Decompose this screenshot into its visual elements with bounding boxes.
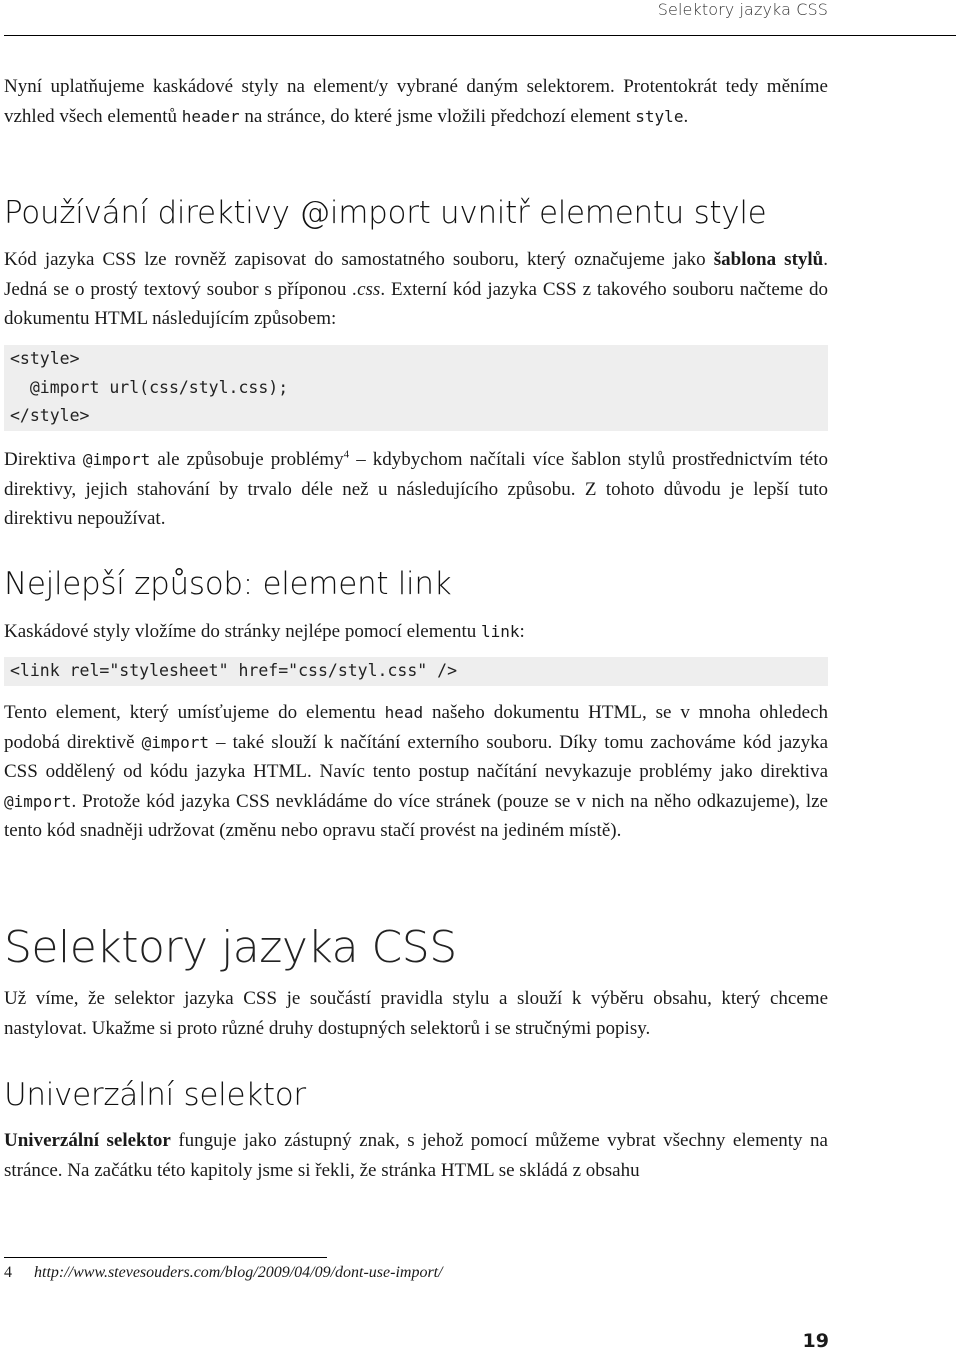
inline-code-import: @import xyxy=(141,732,209,752)
footnote-number: 4 xyxy=(4,1264,12,1281)
section-heading-link: Nejlepší způsob: element link xyxy=(4,566,452,602)
term-univerzalni-selektor: Univerzální selektor xyxy=(4,1130,171,1151)
css-extension: .css xyxy=(352,278,381,300)
inline-code-style: style xyxy=(635,106,684,126)
code-line: <link rel="stylesheet" href="css/styl.css" /> xyxy=(10,661,458,680)
paragraph-chapter-intro: Už víme, že selektor jazyka CSS je součástí pravidla stylu a slouží k výběru obsahu, který chceme nastylovat. Ukažme si proto různé druhy dostupných selektorů i se stručnými popisy. xyxy=(4,988,828,1039)
inline-code-header: header xyxy=(181,106,240,126)
paragraph-link-details: Tento element, který umísťujeme do elementu head našeho dokumentu HTML, se v mnoha ohledech podobá direktivě @import – také slouží k načítání externího souboru. Díky tomu zachováme kód jazyka CSS oddělený od kódu jazyka HTML. Navíc tento postup načítání nevykazuje problémy jako direktiva @import. Protože kód jazyka CSS nevkládáme do více stránek (pouze se v nich na něho odkazujeme), lze tento kód snadněji udržovat (změnu nebo opravu stačí provést na jediném místě). xyxy=(4,702,829,841)
footnote-url: http://www.stevesouders.com/blog/2009/04/09/dont-use-import/ xyxy=(34,1264,443,1281)
footnote xyxy=(4,1264,443,1282)
code-line: @import url(css/styl.css); xyxy=(10,377,289,397)
page-number: 19 xyxy=(802,1330,829,1352)
paragraph-intro: Nyní uplatňujeme kaskádové styly na element/y vybrané daným selektorem. Protentokrát tedy měníme vzhled všech elementů header na stránce, do které jsme vložili předchozí element style. xyxy=(4,76,828,127)
footnote-rule xyxy=(4,1257,327,1258)
footnote-ref: 4 xyxy=(343,448,350,461)
section-heading-import: Používání direktivy @import uvnitř elementu style xyxy=(4,195,767,231)
paragraph-import-intro: Kód jazyka CSS lze rovněž zapisovat do samostatného souboru, který označujeme jako šablona stylů. Jedná se o prostý textový soubor s příponou .css. Externí kód jazyka CSS z takového souboru načteme do dokumentu HTML následujícím způsobem: xyxy=(4,249,828,329)
code-line: <style> xyxy=(10,349,80,368)
inline-code-import: @import xyxy=(4,791,72,811)
code-block-import xyxy=(4,345,828,431)
inline-code-import: @import xyxy=(82,450,151,469)
chapter-heading: Selektory jazyka CSS xyxy=(4,922,457,973)
paragraph-link-intro: Kaskádové styly vložíme do stránky nejlépe pomocí elementu link: xyxy=(4,621,525,642)
header-rule xyxy=(4,35,956,36)
inline-code-head: head xyxy=(384,703,424,722)
paragraph-universal: Univerzální selektor funguje jako zástupný znak, s jehož pomocí můžeme vybrat všechny elementy na stránce. Na začátku této kapitoly jsme si řekli, že stránka HTML se skládá z obsahu xyxy=(4,1130,828,1181)
section-heading-universal: Univerzální selektor xyxy=(4,1077,306,1113)
running-header: Selektory jazyka CSS xyxy=(657,0,828,19)
code-block-link xyxy=(4,657,828,686)
code-line: </style> xyxy=(10,406,90,425)
paragraph-import-problems: Direktiva @import ale způsobuje problémy$^4$ – kdybychom načítali více šablon stylů prostřednictvím této direktivy, jejich stahování by trvalo déle než u následujícího způsobu. Z tohoto důvodu je lepší tuto direktivu nepoužívat. xyxy=(4,448,828,529)
term-sablona-stylu: šablona stylů xyxy=(713,249,824,270)
inline-code-link: link xyxy=(481,622,520,641)
